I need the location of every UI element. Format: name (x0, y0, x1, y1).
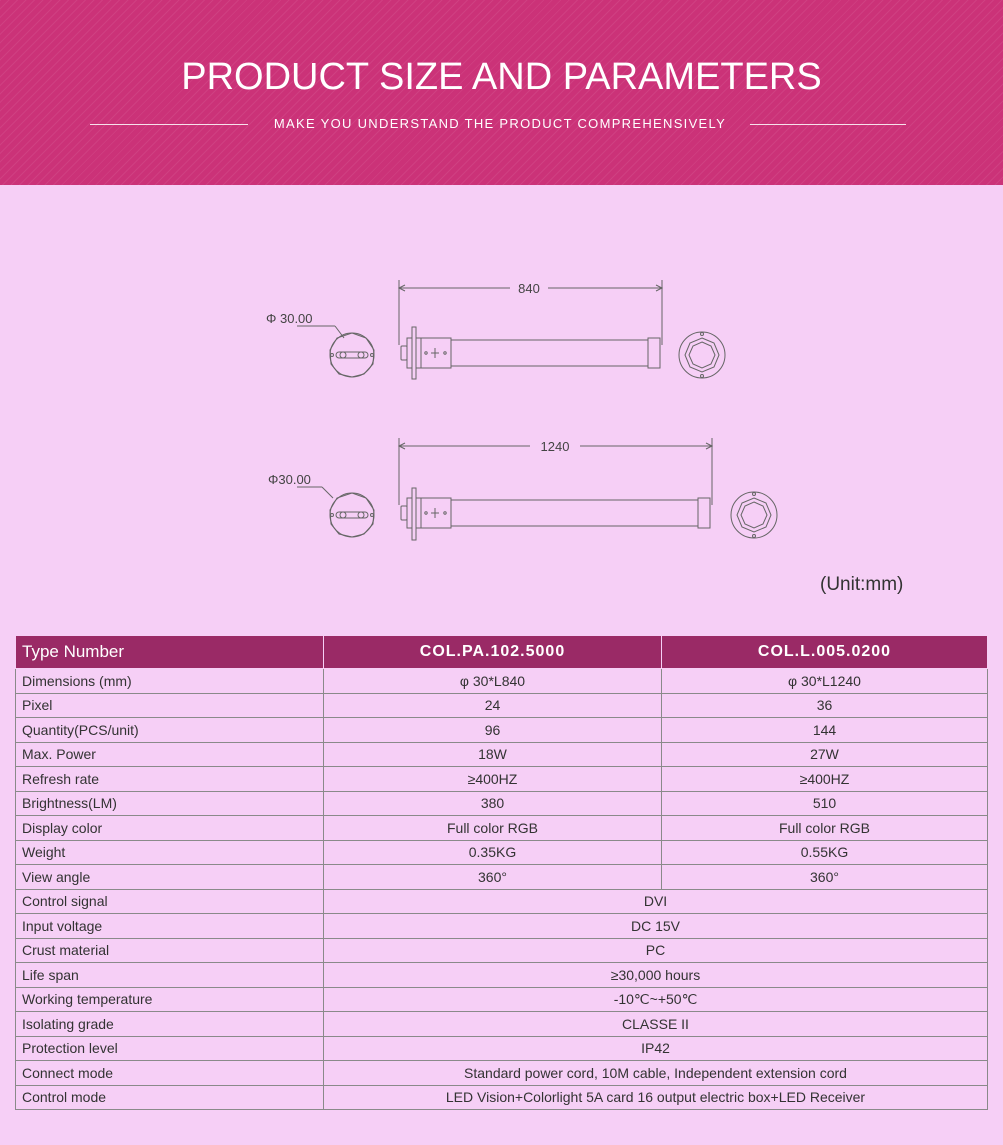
table-row (16, 1036, 988, 1061)
row-value-shared: ≥30,000 hours (324, 963, 988, 988)
row-value-shared: -10℃~+50℃ (324, 987, 988, 1012)
page-title: PRODUCT SIZE AND PARAMETERS (181, 56, 822, 98)
bottom-length-label: 1240 (540, 439, 570, 454)
table-row (16, 742, 988, 767)
parameters-table (15, 635, 988, 1110)
row-value-shared: Standard power cord, 10M cable, Independent extension cord (324, 1061, 988, 1086)
row-value-model-1: Full color RGB (324, 816, 662, 841)
table-row (16, 938, 988, 963)
table-row (16, 987, 988, 1012)
row-label: Connect mode (16, 1061, 324, 1086)
top-end-view (330, 333, 374, 377)
row-label: Pixel (16, 693, 324, 718)
row-label: Isolating grade (16, 1012, 324, 1037)
row-label: Weight (16, 840, 324, 865)
row-label: Protection level (16, 1036, 324, 1061)
row-label: Crust material (16, 938, 324, 963)
row-value-shared: IP42 (324, 1036, 988, 1061)
table-row (16, 1085, 988, 1110)
row-label: Working temperature (16, 987, 324, 1012)
row-label: Quantity(PCS/unit) (16, 718, 324, 743)
row-label: Max. Power (16, 742, 324, 767)
table-row (16, 963, 988, 988)
row-label: View angle (16, 865, 324, 890)
table-row (16, 865, 988, 890)
row-label: Brightness(LM) (16, 791, 324, 816)
row-value-model-1: ≥400HZ (324, 767, 662, 792)
header-type-number: Type Number (16, 636, 324, 669)
row-value-model-2: φ 30*L1240 (662, 669, 988, 694)
row-value-model-1: 18W (324, 742, 662, 767)
bottom-diameter-label: Φ30.00 (268, 472, 311, 487)
row-value-model-2: 360° (662, 865, 988, 890)
table-row (16, 1061, 988, 1086)
row-label: Life span (16, 963, 324, 988)
bottom-octagon-view (731, 492, 777, 538)
row-value-model-1: 96 (324, 718, 662, 743)
row-value-model-2: 144 (662, 718, 988, 743)
table-row (16, 669, 988, 694)
row-label: Control mode (16, 1085, 324, 1110)
header-model-1: COL.PA.102.5000 (324, 636, 662, 669)
table-row (16, 693, 988, 718)
table-row (16, 718, 988, 743)
table-row (16, 1012, 988, 1037)
header-model-2: COL.L.005.0200 (662, 636, 988, 669)
row-label: Dimensions (mm) (16, 669, 324, 694)
row-value-shared: DC 15V (324, 914, 988, 939)
table-row (16, 767, 988, 792)
bottom-end-view (330, 493, 374, 537)
row-value-shared: LED Vision+Colorlight 5A card 16 output electric box+LED Receiver (324, 1085, 988, 1110)
row-value-model-2: 510 (662, 791, 988, 816)
row-value-model-2: 0.55KG (662, 840, 988, 865)
row-value-model-2: 36 (662, 693, 988, 718)
table-row (16, 791, 988, 816)
row-value-shared: CLASSE II (324, 1012, 988, 1037)
row-label: Input voltage (16, 914, 324, 939)
row-value-model-2: 27W (662, 742, 988, 767)
table-row (16, 889, 988, 914)
row-value-model-2: ≥400HZ (662, 767, 988, 792)
top-octagon-view (679, 332, 725, 378)
table-row (16, 914, 988, 939)
row-label: Display color (16, 816, 324, 841)
top-tube-side-view (401, 327, 660, 379)
unit-label: (Unit:mm) (820, 574, 904, 595)
row-label: Refresh rate (16, 767, 324, 792)
row-value-model-1: 380 (324, 791, 662, 816)
bottom-tube-side-view (401, 488, 710, 540)
top-length-label: 840 (518, 281, 540, 296)
table-header-row (16, 636, 988, 669)
row-value-shared: DVI (324, 889, 988, 914)
top-diameter-label: Φ 30.00 (266, 311, 313, 326)
row-value-shared: PC (324, 938, 988, 963)
row-value-model-1: φ 30*L840 (324, 669, 662, 694)
row-value-model-1: 24 (324, 693, 662, 718)
row-value-model-2: Full color RGB (662, 816, 988, 841)
row-value-model-1: 0.35KG (324, 840, 662, 865)
page-subtitle: MAKE YOU UNDERSTAND THE PRODUCT COMPREHENSIVELY (273, 116, 727, 131)
table-row (16, 840, 988, 865)
row-label: Control signal (16, 889, 324, 914)
row-value-model-1: 360° (324, 865, 662, 890)
table-row (16, 816, 988, 841)
